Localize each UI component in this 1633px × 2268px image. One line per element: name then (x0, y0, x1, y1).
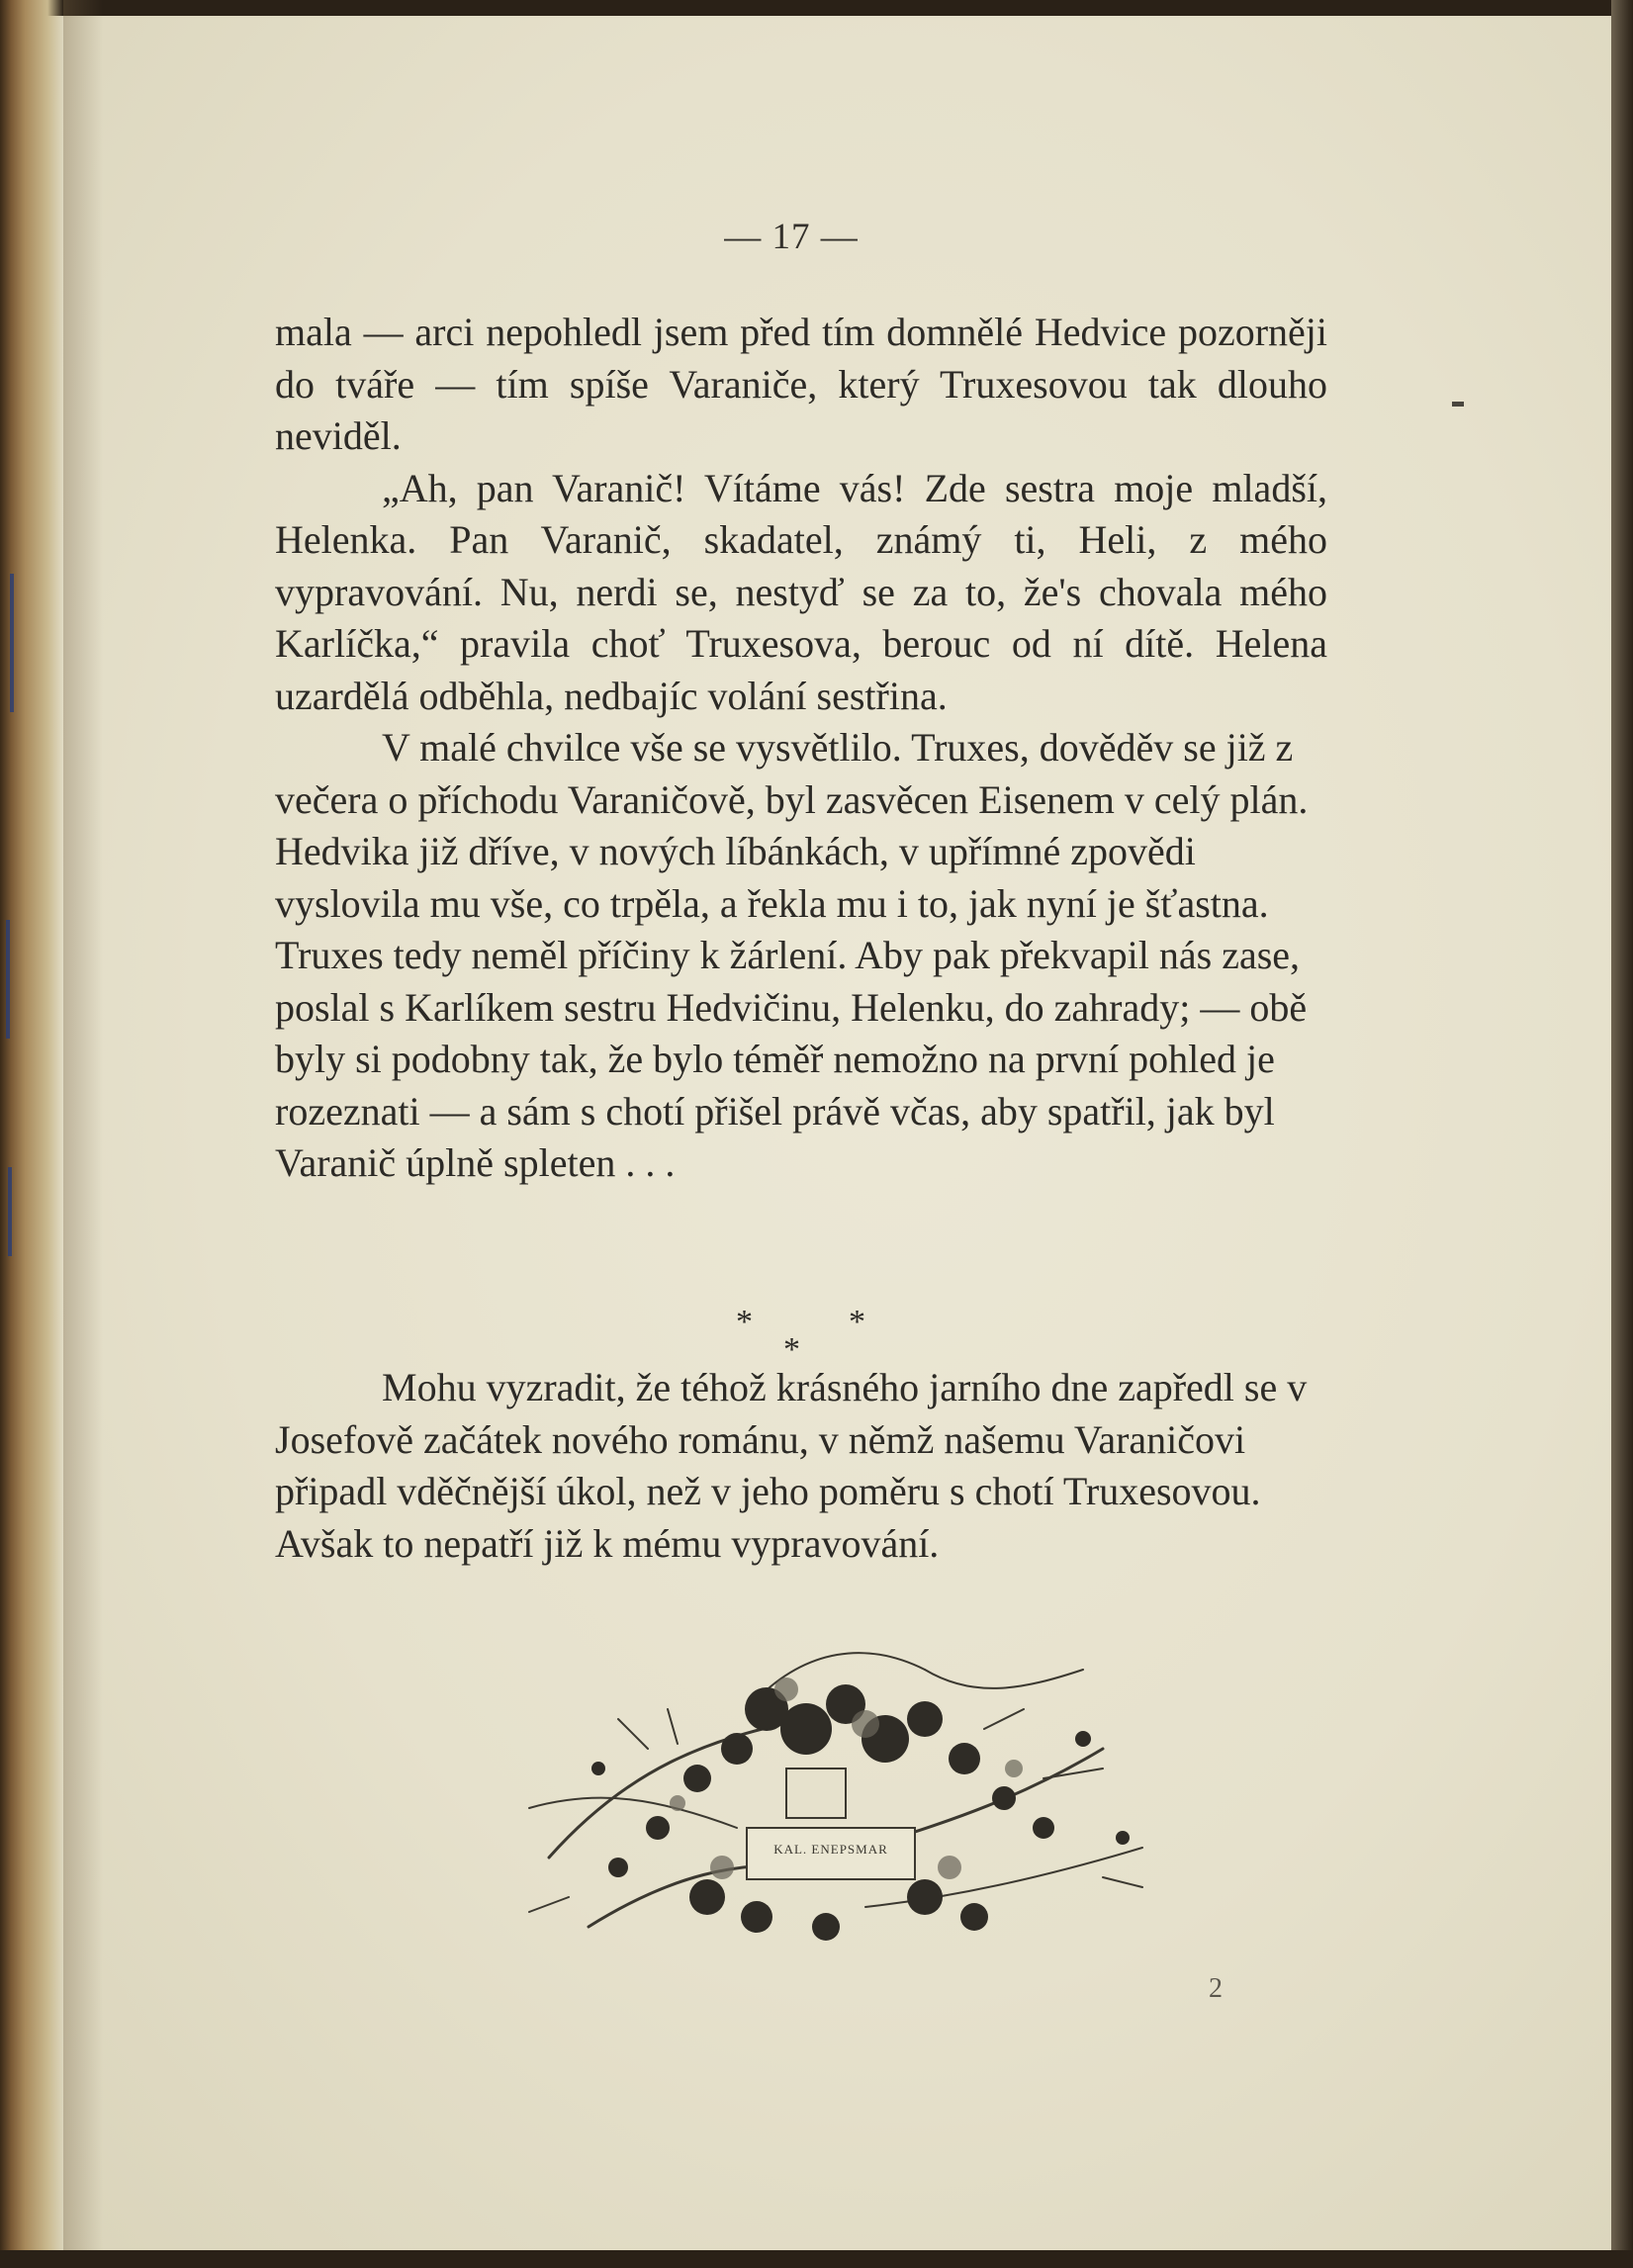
section-asterism (722, 1304, 880, 1368)
signature-mark: 2 (1209, 1973, 1223, 2004)
margin-dash (1452, 402, 1464, 407)
floral-vignette-icon (509, 1630, 1162, 1956)
body-text-bottom (275, 1362, 1327, 1570)
spine-thread (6, 920, 10, 1039)
paragraph: V malé chvilce vše se vysvětlilo. Truxes, dověděv se již z večera o příchodu Varaničově, byl zasvěcen Eisenem v celý plán. Hedvika již dříve, v nových líbánkách, v upřímné zpovědi vyslovila mu vše, co trpěla, a řekla mu i to, jak nyní je šťastna. Truxes tedy neměl příčiny k žárlení. Aby pak překvapil nás zase, poslal s Karlíkem sestru Hedvičinu, Helenku, do zahrady; — obě byly si podobny tak, že bylo téměř nemožno na první pohled je rozeznati — a sám s chotí přišel právě včas, aby spatřil, jak byl Varanič úplně spleten . . . (275, 725, 1309, 1185)
paragraph: mala — arci nepohledl jsem před tím domnělé Hedvice pozorněji do tváře — tím spíše Varaniče, který Truxesovou tak dlouho neviděl. (275, 310, 1327, 458)
spine-thread (8, 1167, 12, 1256)
spine-thread (10, 574, 14, 712)
paragraph: Mohu vyzradit, že téhož krásného jarního dne zapředl se v Josefově začátek nového románu, v němž našemu Varaničovi připadl vděčnější úkol, než v jeho poměru s chotí Truxesovou. Avšak to nepatří již k mému vypravování. (275, 1365, 1308, 1566)
scan-border-bottom (0, 2250, 1633, 2268)
gutter-shadow (63, 0, 103, 2268)
asterisk: * (736, 1304, 753, 1340)
paragraph: „Ah, pan Varanič! Vítáme vás! Zde sestra moje mladší, Helenka. Pan Varanič, skadatel, známý ti, Heli, z mého vypravování. Nu, nerdi se, nestyď se za to, že's chovala mého Karlíčka,“ pravila choť Truxesova, berouc od ní dítě. Helena uzardělá odběhla, nedbajíc volání sestřina. (275, 465, 1327, 718)
scan-border-top (0, 0, 1633, 16)
page-number: — 17 — (724, 217, 859, 257)
book-spine (0, 0, 63, 2268)
scan-border-right (1611, 0, 1633, 2268)
body-text-top (275, 307, 1327, 1190)
asterisk: * (849, 1304, 865, 1340)
vignette-inscription: KAL. ENEPSMAR (773, 1842, 888, 1857)
asterisk: * (783, 1331, 800, 1368)
